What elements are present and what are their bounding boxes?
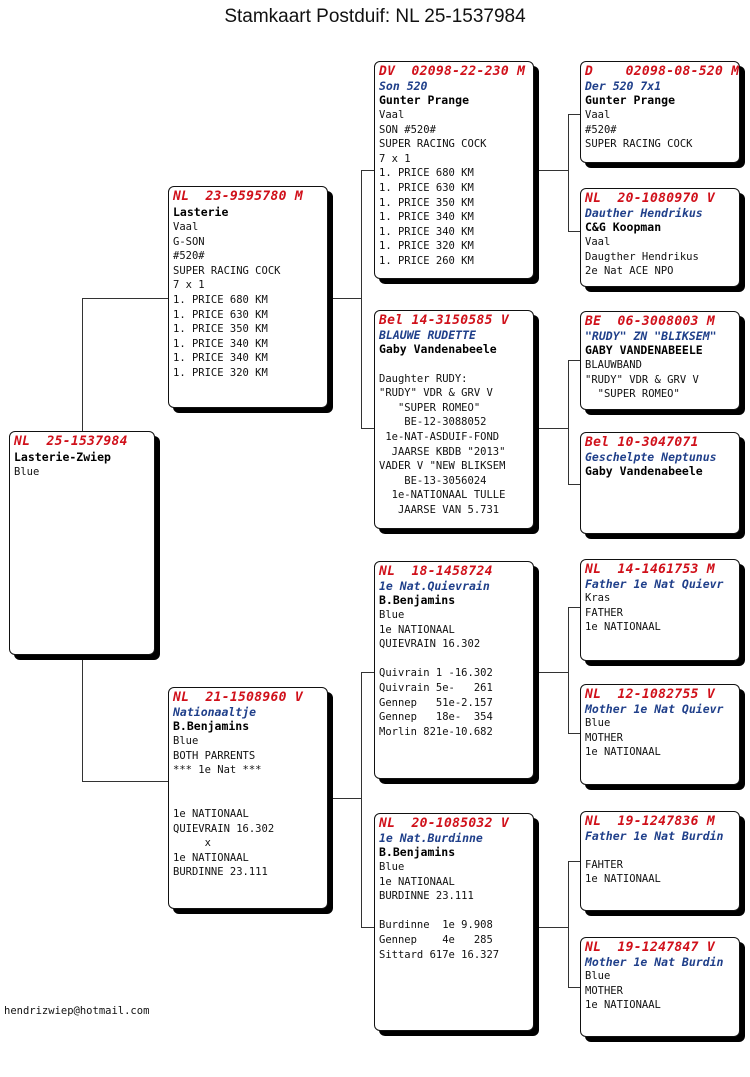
connector-line <box>361 927 374 928</box>
connector-line <box>568 607 580 608</box>
connector-line <box>82 781 168 782</box>
info-line: FAHTER <box>585 858 623 871</box>
pigeon-name: Der 520 7x1 <box>585 79 662 93</box>
ring-number: Bel 14-3150585 V <box>379 313 510 328</box>
info-line: 1e NATIONAAL <box>379 623 455 636</box>
connector-line <box>568 360 580 361</box>
info-line: FATHER <box>585 606 623 619</box>
info-line: #520# <box>173 250 205 263</box>
connector-line <box>534 170 568 171</box>
pigeon-name: Mother 1e Nat Burdin <box>585 955 724 969</box>
ring-number: BE 06-3008003 M <box>585 314 716 329</box>
pigeon-name: Son 520 <box>379 79 428 93</box>
info-line: 1. PRICE 340 KM <box>379 211 474 224</box>
pigeon-card-fm-sire[interactable] <box>580 311 740 410</box>
info-line: SUPER RACING COCK <box>173 264 281 277</box>
info-line: "RUDY" VDR & GRV V <box>585 373 699 386</box>
info-line: BLAUWBAND <box>585 359 642 371</box>
breeder-name: Lasterie-Zwiep <box>14 450 111 464</box>
pigeon-card-mm-sire[interactable] <box>580 811 740 911</box>
info-line: 1e NATIONAAL <box>585 621 661 634</box>
info-line: 7 x 1 <box>379 152 411 165</box>
ring-number: NL 21-1508960 V <box>173 690 304 705</box>
info-line: 1e NATIONAAL <box>585 746 661 759</box>
pigeon-name: Nationaaltje <box>173 705 257 719</box>
page-title: Stamkaart Postduif: NL 25-1537984 <box>224 6 526 27</box>
info-line: 1e NATIONAAL <box>585 999 661 1012</box>
breeder-name: B.Benjamins <box>173 719 250 733</box>
pigeon-name: "RUDY" ZN "BLIKSEM" <box>585 329 717 343</box>
info-line: SUPER RACING COCK <box>585 138 693 151</box>
info-line: Vaal <box>379 109 405 121</box>
connector-line <box>534 672 568 673</box>
breeder-name: C&G Koopman <box>585 220 662 234</box>
info-line: "RUDY" VDR & GRV V <box>379 387 493 400</box>
connector-line <box>82 654 83 781</box>
info-line: Vaal <box>585 236 611 248</box>
breeder-name: Lasterie <box>173 205 229 219</box>
info-line: Vaal <box>173 221 199 233</box>
info-line: 1. PRICE 320 KM <box>379 240 474 253</box>
ring-number: NL 20-1085032 V <box>379 816 510 831</box>
info-line <box>173 792 323 807</box>
connector-line <box>568 484 580 485</box>
ring-number: NL 14-1461753 M <box>585 562 716 577</box>
info-line: Daugther Hendrikus <box>585 250 699 263</box>
info-line: *** 1e Nat *** <box>173 764 262 777</box>
breeder-name: Gunter Prange <box>379 93 470 107</box>
pigeon-card-father-dam[interactable] <box>374 310 534 529</box>
info-line <box>379 357 529 372</box>
info-line: BURDINNE 23.111 <box>173 866 268 879</box>
info-line <box>379 652 529 667</box>
connector-line <box>82 298 168 299</box>
pigeon-card-mf-dam[interactable] <box>580 684 740 785</box>
info-line: 1. PRICE 340 KM <box>173 337 268 350</box>
info-line: 1. PRICE 630 KM <box>173 308 268 321</box>
pigeon-name: 1e Nat.Burdinne <box>379 831 483 845</box>
pigeon-card-ff-sire[interactable] <box>580 61 740 163</box>
contact-email[interactable]: hendrizwiep@hotmail.com <box>4 1005 150 1017</box>
info-line: 1e NATIONAAL <box>173 851 249 864</box>
pigeon-card-father[interactable] <box>168 186 328 408</box>
info-line: MOTHER <box>585 984 623 997</box>
info-line: BOTH PARRENTS <box>173 749 256 762</box>
info-line: Blue <box>585 717 611 729</box>
info-line: SON #520# <box>379 123 436 136</box>
info-line: Blue <box>379 861 405 873</box>
info-line: JAARSE KBDB "2013" <box>379 445 506 458</box>
pigeon-card-fm-dam[interactable] <box>580 432 740 534</box>
pigeon-card-mother[interactable] <box>168 687 328 909</box>
info-line: Quivrain 1 -16.302 <box>379 667 493 680</box>
connector-line <box>568 607 569 733</box>
info-line: Morlin 821e-10.682 <box>379 725 493 738</box>
info-line: #520# <box>585 123 617 136</box>
info-line: "SUPER ROMEO" <box>379 401 481 414</box>
ring-number: DV 02098-22-230 M <box>379 64 526 79</box>
pigeon-name: Father 1e Nat Quievr <box>585 577 724 591</box>
info-line: Blue <box>585 970 611 982</box>
pigeon-name: BLAUWE RUDETTE <box>379 328 476 342</box>
breeder-name: GABY VANDENABEELE <box>585 343 703 357</box>
info-line: Quivrain 5e- 261 <box>379 681 493 694</box>
connector-line <box>361 170 374 171</box>
info-line: 1. PRICE 340 KM <box>173 352 268 365</box>
info-line <box>379 904 529 919</box>
breeder-name: B.Benjamins <box>379 845 456 859</box>
ring-number: Bel 10-3047071 <box>585 435 699 450</box>
connector-line <box>361 428 374 429</box>
info-line: 1. PRICE 630 KM <box>379 181 474 194</box>
ring-number: NL 12-1082755 V <box>585 687 716 702</box>
info-line: 1e NATIONAAL <box>379 875 455 888</box>
info-line: SUPER RACING COCK <box>379 138 487 151</box>
info-line: x <box>173 837 211 850</box>
info-line: 1. PRICE 680 KM <box>173 293 268 306</box>
info-line: 1. PRICE 350 KM <box>379 196 474 209</box>
pigeon-card-father-sire[interactable] <box>374 61 534 279</box>
ring-number: NL 18-1458724 <box>379 564 493 579</box>
info-line: Gennep 4e 285 <box>379 933 493 946</box>
info-line <box>173 778 323 793</box>
ring-number: NL 20-1080970 V <box>585 191 716 206</box>
pigeon-card-mf-sire[interactable] <box>580 559 740 661</box>
pigeon-name: 1e Nat.Quievrain <box>379 579 490 593</box>
info-line: BE-12-3088052 <box>379 416 487 429</box>
breeder-name: Gaby Vandenabeele <box>585 464 703 478</box>
info-line: 7 x 1 <box>173 279 205 292</box>
connector-line <box>534 927 568 928</box>
breeder-name: B.Benjamins <box>379 593 456 607</box>
pigeon-name: Father 1e Nat Burdin <box>585 829 724 843</box>
connector-line <box>534 428 568 429</box>
connector-line <box>361 672 374 673</box>
pigeon-card-ff-dam[interactable] <box>580 188 740 287</box>
connector-line <box>82 298 83 432</box>
ring-number: NL 19-1247836 M <box>585 814 716 829</box>
info-line: 1. PRICE 340 KM <box>379 225 474 238</box>
connector-line <box>568 987 580 988</box>
pigeon-name: Mother 1e Nat Quievr <box>585 702 724 716</box>
info-line <box>585 843 735 858</box>
pigeon-card-subject[interactable] <box>9 431 155 655</box>
info-line: Gennep 18e- 354 <box>379 711 493 724</box>
info-line: 1e-NATIONAAL TULLE <box>379 489 506 502</box>
info-line: 1. PRICE 260 KM <box>379 254 474 267</box>
info-line: Daughter RUDY: <box>379 372 468 385</box>
pigeon-card-mother-sire[interactable] <box>374 561 534 779</box>
connector-line <box>568 114 580 115</box>
breeder-name: Gunter Prange <box>585 93 676 107</box>
info-line: Gennep 51e-2.157 <box>379 696 493 709</box>
info-line: 1. PRICE 320 KM <box>173 366 268 379</box>
connector-line <box>568 231 580 232</box>
connector-line <box>361 672 362 927</box>
ring-number: D 02098-08-520 M <box>585 64 740 79</box>
connector-line <box>568 861 569 987</box>
connector-line <box>328 798 361 799</box>
info-line: 1e NATIONAAL <box>585 873 661 886</box>
info-line: Kras <box>585 592 611 604</box>
ring-number: NL 25-1537984 <box>14 434 128 449</box>
info-line: QUIEVRAIN 16.302 <box>173 822 275 835</box>
info-line: BE-13-3056024 <box>379 474 487 487</box>
pigeon-card-mother-dam[interactable] <box>374 813 534 1031</box>
info-line: Blue <box>14 466 40 478</box>
pigeon-name: Geschelpte Neptunus <box>585 450 717 464</box>
info-line: VADER V "NEW BLIKSEM <box>379 460 506 473</box>
connector-line <box>568 861 580 862</box>
connector-line <box>328 298 361 299</box>
info-line: QUIEVRAIN 16.302 <box>379 638 481 651</box>
info-line: BURDINNE 23.111 <box>379 890 474 903</box>
info-line: Burdinne 1e 9.908 <box>379 919 493 932</box>
breeder-name: Gaby Vandenabeele <box>379 342 497 356</box>
ring-number: NL 23-9595780 M <box>173 189 304 204</box>
pigeon-card-mm-dam[interactable] <box>580 937 740 1037</box>
info-line: MOTHER <box>585 731 623 744</box>
info-line: Blue <box>173 735 199 747</box>
info-line: 1. PRICE 350 KM <box>173 323 268 336</box>
info-line: 1e NATIONAAL <box>173 807 249 820</box>
connector-line <box>568 360 569 484</box>
info-line: 1. PRICE 680 KM <box>379 167 474 180</box>
info-line: Vaal <box>585 109 611 121</box>
ring-number: NL 19-1247847 V <box>585 940 716 955</box>
info-line: G-SON <box>173 235 205 248</box>
info-line: Sittard 617e 16.327 <box>379 948 500 961</box>
connector-line <box>568 114 569 231</box>
info-line: 2e Nat ACE NPO <box>585 265 674 278</box>
info-line: 1e-NAT-ASDUIF-FOND <box>379 430 500 443</box>
info-line: "SUPER ROMEO" <box>585 388 680 401</box>
connector-line <box>361 170 362 428</box>
connector-line <box>568 733 580 734</box>
pigeon-name: Dauther Hendrikus <box>585 206 703 220</box>
info-line: Blue <box>379 609 405 621</box>
info-line: JAARSE VAN 5.731 <box>379 503 500 516</box>
